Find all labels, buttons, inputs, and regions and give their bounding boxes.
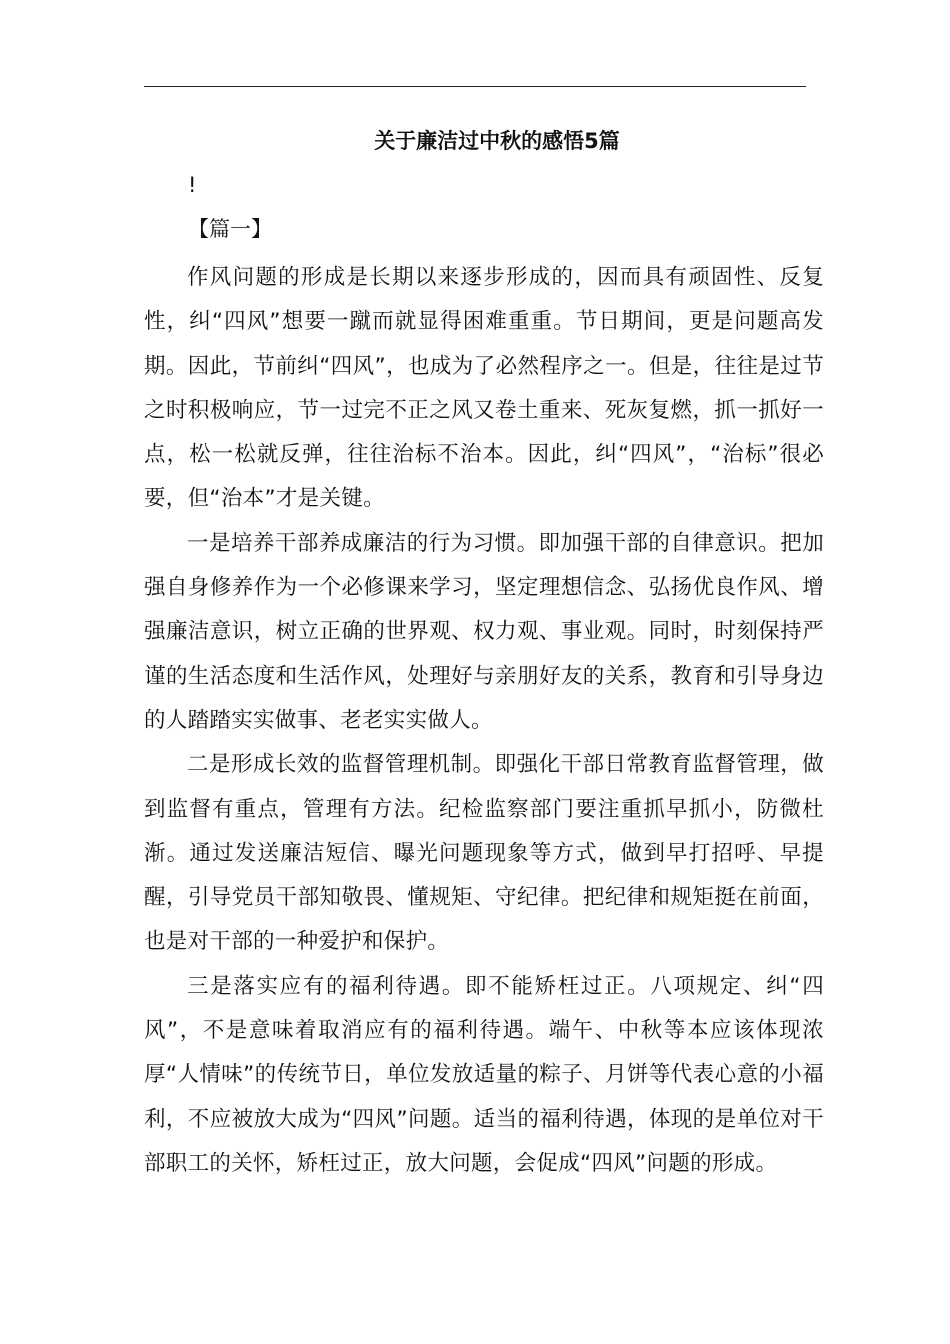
exclamation-mark: ! <box>188 173 197 197</box>
header-rule <box>144 86 806 87</box>
document-title: 关于廉洁过中秋的感悟5篇 <box>374 129 620 153</box>
paragraph-1: 作风问题的形成是长期以来逐步形成的，因而具有顽固性、反复性，纠“四风”想要一蹴而就显得困难重重。节日期间，更是问题高发期。因此，节前纠“四风”，也成为了必然程序之一。但是，往往是过节之时积极响应，节一过完不正之风又卷土重来、死灰复燃，抓一抓好一点，松一松就反弹，往往治标不治本。因此，纠“四风”，“治标”很必要，但“治本”才是关键。 <box>144 265 825 512</box>
paragraph-3: 二是形成长效的监督管理机制。即强化干部日常教育监督管理，做到监督有重点，管理有方法。纪检监察部门要注重抓早抓小，防微杜渐。通过发送廉洁短信、曝光问题现象等方式，做到早打招呼、早提醒，引导党员干部知敬畏、懂规矩、守纪律。把纪律和规矩挺在前面，也是对干部的一种爱护和保护。 <box>144 752 824 955</box>
body-text <box>144 256 824 1186</box>
section-heading: 【篇一】 <box>188 217 272 241</box>
paragraph-4: 三是落实应有的福利待遇。即不能矫枉过正。八项规定、纠“四风”，不是意味着取消应有的福利待遇。端午、中秋等本应该体现浓厚“人情味”的传统节日，单位发放适量的粽子、月饼等代表心意的小福利，不应被放大成为“四风”问题。适当的福利待遇，体现的是单位对干部职工的关怀，矫枉过正，放大问题，会促成“四风”问题的形成。 <box>144 973 824 1176</box>
paragraph-2: 一是培养干部养成廉洁的行为习惯。即加强干部的自律意识。把加强自身修养作为一个必修课来学习，坚定理想信念、弘扬优良作风、增强廉洁意识，树立正确的世界观、权力观、事业观。同时，时刻保持严谨的生活态度和生活作风，处理好与亲朋好友的关系，教育和引导身边的人踏踏实实做事、老老实实做人。 <box>144 530 824 733</box>
